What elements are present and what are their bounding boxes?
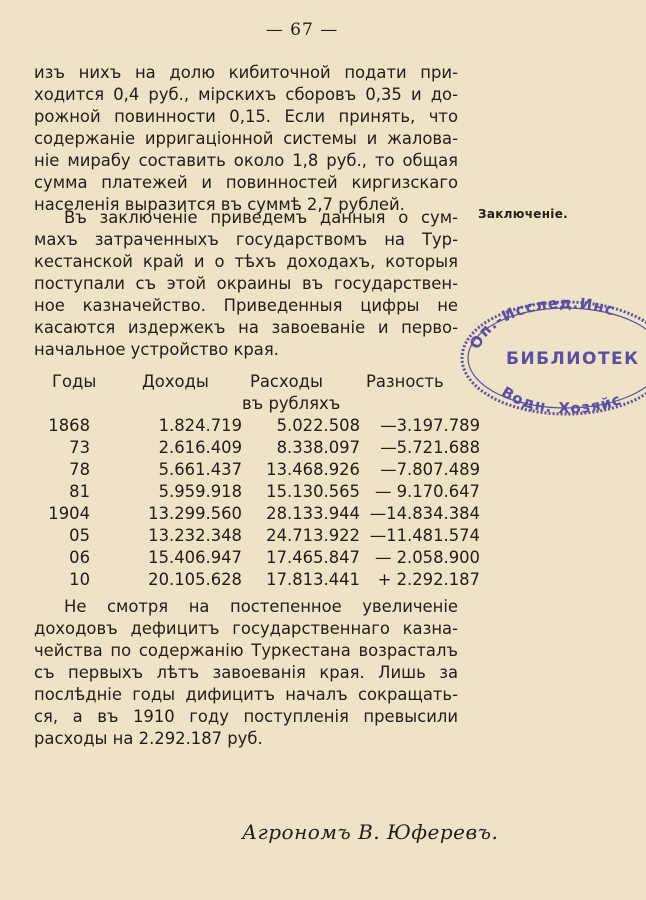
cell-year: 1868 xyxy=(48,416,90,435)
cell-difference: —11.481.574 xyxy=(369,526,480,545)
cell-difference: — 2.058.900 xyxy=(374,548,480,567)
text-line: чейства по содержанію Туркестана возрасталъ xyxy=(34,641,458,660)
text-line: рожной повинности 0,15. Если принять, что xyxy=(34,107,458,126)
cell-expenses: 24.713.922 xyxy=(266,526,360,545)
table-row xyxy=(30,460,480,482)
text-line: махъ затраченныхъ государствомъ на Тур- xyxy=(34,230,458,249)
text-line: Въ заключеніе приведемъ данныя о сум- xyxy=(64,208,458,227)
table-row xyxy=(30,482,480,504)
cell-income: 1.824.719 xyxy=(158,416,242,435)
cell-income: 2.616.409 xyxy=(158,438,242,457)
table-row xyxy=(30,504,480,526)
text-line: содержаніе ирригаціонной системы и жалова- xyxy=(34,129,458,148)
finance-table xyxy=(30,372,480,592)
cell-income: 20.105.628 xyxy=(148,570,242,589)
cell-difference: — 9.170.647 xyxy=(374,482,480,501)
text-line: доходовъ дефицитъ государственнаго казна- xyxy=(34,619,458,638)
table-row xyxy=(30,526,480,548)
table-row xyxy=(30,570,480,592)
text-line: изъ нихъ на долю кибиточной подати при- xyxy=(34,63,458,82)
paragraph-3 xyxy=(34,596,458,750)
author-signature: Агрономъ В. Юферевъ. xyxy=(242,820,499,844)
text-line: ніе мирабу составить около 1,8 руб., то общая xyxy=(34,151,458,170)
cell-difference: + 2.292.187 xyxy=(377,570,480,589)
cell-year: 10 xyxy=(69,570,90,589)
text-line: ходится 0,4 руб., мірскихъ сборовъ 0,35 и до- xyxy=(34,85,458,104)
cell-income: 13.299.560 xyxy=(148,504,242,523)
cell-year: 1904 xyxy=(48,504,90,523)
text-line: Не смотря на постепенное увеличеніе xyxy=(64,597,458,616)
paragraph-2 xyxy=(34,207,458,361)
text-line: начальное устройство края. xyxy=(34,340,279,359)
cell-difference: —14.834.384 xyxy=(369,504,480,523)
svg-text:Оп.-Исслед.Инс xyxy=(466,296,617,352)
text-line: поступали съ этой окраины въ государствен- xyxy=(34,274,458,293)
margin-note: Заключеніе. xyxy=(478,207,569,221)
cell-expenses: 17.465.847 xyxy=(266,548,360,567)
text-line: расходы на 2.292.187 руб. xyxy=(34,729,263,748)
header-expenses: Расходы xyxy=(250,372,323,391)
cell-expenses: 13.468.926 xyxy=(266,460,360,479)
table-row xyxy=(30,438,480,460)
text-line: сумма платежей и повинностей киргизскаго xyxy=(34,173,458,192)
cell-income: 13.232.348 xyxy=(148,526,242,545)
table-unit: въ рубляхъ xyxy=(242,394,341,413)
cell-year: 06 xyxy=(69,548,90,567)
page-number: — 67 — xyxy=(265,20,339,40)
cell-difference: —7.807.489 xyxy=(380,460,480,479)
cell-expenses: 28.133.944 xyxy=(266,504,360,523)
cell-income: 5.959.918 xyxy=(158,482,242,501)
header-difference: Разность xyxy=(366,372,444,391)
text-line: ное казначейство. Приведенныя цифры не xyxy=(34,296,458,315)
header-income: Доходы xyxy=(142,372,209,391)
cell-expenses: 8.338.097 xyxy=(276,438,360,457)
cell-income: 5.661.437 xyxy=(158,460,242,479)
text-line: ся, а въ 1910 году поступленія превысили xyxy=(34,707,458,726)
table-unit-row xyxy=(30,394,470,416)
cell-difference: —3.197.789 xyxy=(380,416,480,435)
cell-year: 81 xyxy=(69,482,90,501)
library-stamp xyxy=(456,296,646,416)
text-line: съ первыхъ лѣтъ завоеванія края. Лишь за xyxy=(34,663,458,682)
stamp-top-text: Оп.-Исслед.Инс xyxy=(466,296,618,352)
cell-year: 78 xyxy=(69,460,90,479)
header-years: Годы xyxy=(52,372,97,391)
cell-expenses: 5.022.508 xyxy=(276,416,360,435)
text-line: кестанской край и о тѣхъ доходахъ, которыя xyxy=(34,252,458,271)
cell-expenses: 17.813.441 xyxy=(266,570,360,589)
cell-expenses: 15.130.565 xyxy=(266,482,360,501)
table-header-row xyxy=(30,372,470,394)
svg-text:Водн. Хозяйс xyxy=(498,383,624,416)
text-line: населенія выразится въ суммѣ 2,7 рублей. xyxy=(34,195,405,214)
stamp-middle-text: БИБЛИОТЕК xyxy=(506,349,640,369)
cell-difference: —5.721.688 xyxy=(380,438,480,457)
text-line: касаются издержекъ на завоеваніе и перво- xyxy=(34,318,458,337)
table-row xyxy=(30,548,480,570)
cell-year: 73 xyxy=(69,438,90,457)
text-line: послѣдніе годы дифицитъ началъ сокращать- xyxy=(34,685,458,704)
cell-year: 05 xyxy=(69,526,90,545)
cell-income: 15.406.947 xyxy=(148,548,242,567)
table-row xyxy=(30,416,480,438)
paragraph-1 xyxy=(34,62,458,216)
stamp-bottom-text: Водн. Хозяйс xyxy=(498,382,625,416)
